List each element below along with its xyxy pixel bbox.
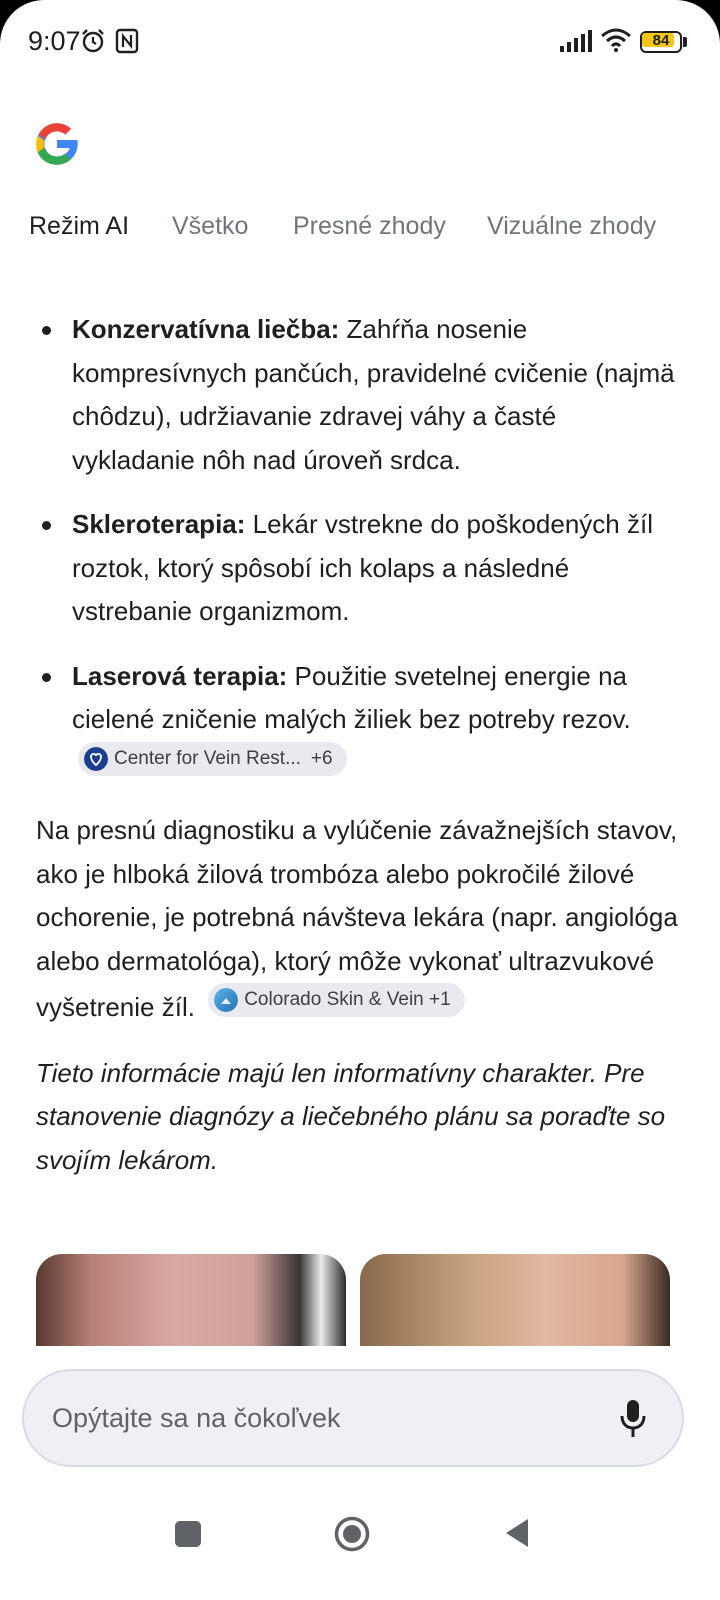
wifi-icon (600, 28, 632, 52)
home-icon[interactable] (334, 1516, 370, 1552)
signal-icon (560, 30, 592, 52)
image-thumbnail[interactable] (360, 1254, 670, 1346)
recent-apps-icon[interactable] (174, 1520, 202, 1548)
list-item: Skleroterapia: Lekár vstrekne do poškodených žíl roztok, ktorý spôsobí ich kolaps a následné vstrebanie organizmom. (36, 503, 680, 634)
diagnosis-paragraph: Na presnú diagnostiku a vylúčenie závažnejších stavov, ako je hlboká žilová trombóza alebo pokročilé žilové ochorenie, je potrebná návšteva lekára (napr. angiológa alebo dermatológa), ktorý môže vykonať ultrazvukové vyšetrenie žíl. Colorado Skin & Vein +1 (36, 815, 678, 1022)
image-thumbnail[interactable] (36, 1254, 346, 1346)
list-item: Laserová terapia: Použitie svetelnej energie na cielené zničenie malých žiliek bez potreby rezov. Center for Vein Rest... +6 (36, 655, 680, 789)
back-icon[interactable] (504, 1518, 530, 1548)
search-placeholder: Opýtajte sa na čokoľvek (52, 1403, 341, 1433)
system-navigation-bar (0, 1480, 720, 1600)
treatment-list (36, 308, 680, 788)
tab-all[interactable]: Všetko (172, 212, 249, 240)
list-item: Konzervatívna liečba: Zahŕňa nosenie kompresívnych pančúch, pravidelné cvičenie (najmä chôdzu), udržiavanie zdravej váhy a časté vykladanie nôh nad úroveň srdca. (36, 308, 680, 482)
search-tabs (0, 212, 720, 252)
vein-center-logo-icon (84, 747, 108, 771)
status-time: 9:07 (28, 26, 81, 56)
tab-visual-matches[interactable]: Vizuálne zhody (487, 212, 657, 240)
colorado-skin-logo-icon (214, 988, 238, 1012)
tab-ai-mode[interactable]: Režim AI (29, 212, 130, 240)
search-input[interactable] (22, 1369, 684, 1467)
battery-level: 84 (652, 32, 670, 49)
status-bar (0, 0, 720, 80)
nfc-icon (115, 28, 139, 54)
battery-icon (640, 31, 688, 53)
ai-answer (36, 308, 680, 1182)
google-logo[interactable] (30, 117, 84, 171)
source-chip-vein-restoration[interactable]: Center for Vein Rest... +6 (78, 742, 347, 776)
image-results (36, 1254, 670, 1346)
microphone-icon[interactable] (620, 1399, 646, 1439)
disclaimer-text: Tieto informácie majú len informatívny charakter. Pre stanovenie diagnózy a liečebného plánu sa poraďte so svojím lekárom. (36, 1057, 666, 1175)
alarm-icon (80, 28, 106, 54)
tab-exact-matches[interactable]: Presné zhody (293, 212, 446, 240)
source-chip-colorado-skin[interactable]: Colorado Skin & Vein +1 (208, 983, 465, 1017)
